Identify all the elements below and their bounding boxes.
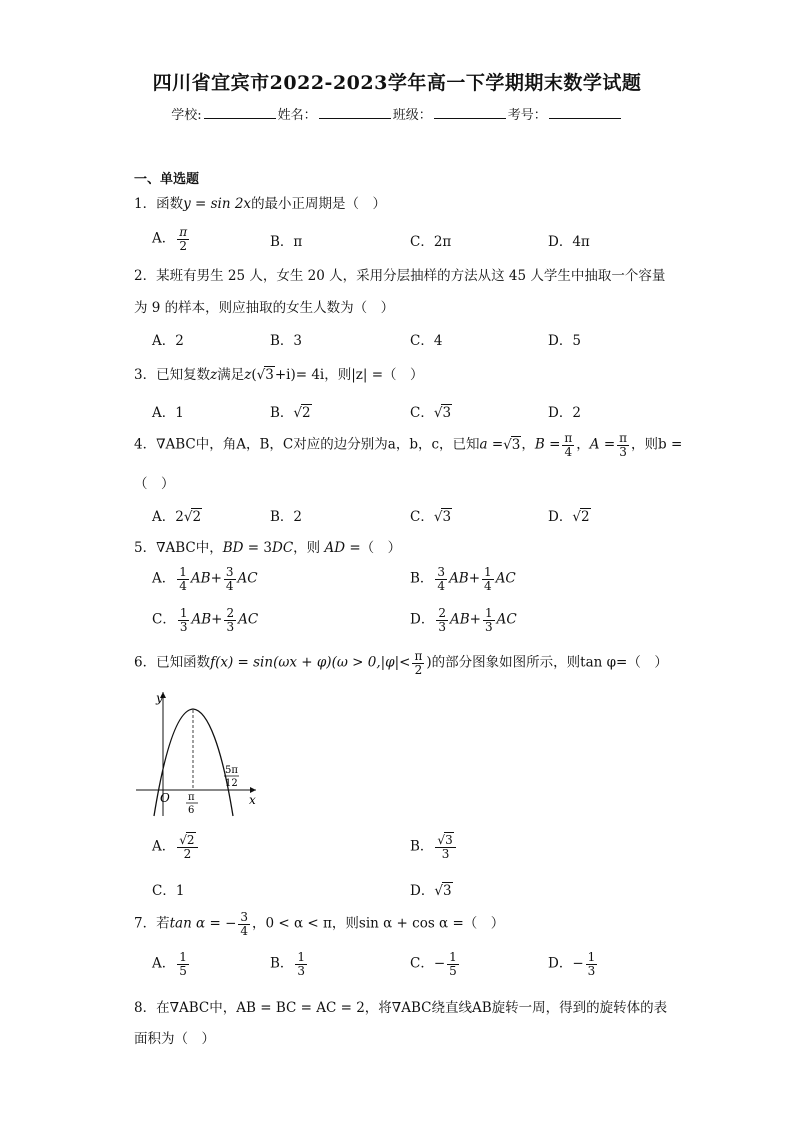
question-4-line2: （ ） <box>134 476 175 492</box>
question-4-line1: 4．∇ABC中，角A，B，C对应的边分别为a，b，c，已知a =√3，B = $\frac{\pi}{4}$ ，A = $\frac{\pi}{3}$ ，则b = <box>134 431 683 459</box>
svg-text:π: π <box>188 792 195 803</box>
q3-option-b: B．√2 <box>270 405 311 421</box>
q1-option-a: A． $\frac{\pi}{2}$ <box>152 225 188 253</box>
q6-option-b: B． $\frac{√3}{3}$ <box>410 834 458 860</box>
q3-option-d: D．2 <box>548 405 581 421</box>
q5-option-b: B． $\frac{3}{4}$ AB+ $\frac{1}{4}$ AC <box>410 565 516 593</box>
graph-origin: O <box>160 791 170 805</box>
q6-option-c: C．1 <box>152 883 185 899</box>
question-8-line1: 8．在∇ABC中，AB = BC = AC = 2，将∇ABC绕直线AB旋转一周，得到的旋转体的表 <box>134 1000 668 1016</box>
q4-option-d: D．√2 <box>548 509 590 525</box>
q4-option-b: B．2 <box>270 509 303 525</box>
svg-text:12: 12 <box>225 778 238 789</box>
q7-option-a: A． $\frac{1}{5}$ <box>152 950 187 978</box>
question-2-line1: 2．某班有男生 25 人，女生 20 人，采用分层抽样的方法从这 45 人学生中抽取一个容量 <box>134 268 666 284</box>
q6-graph <box>130 688 260 820</box>
q7-option-b: B． $\frac{1}{3}$ <box>270 950 306 978</box>
id-blank <box>549 108 621 119</box>
q5-option-a: A． $\frac{1}{4}$ AB+ $\frac{3}{4}$ AC <box>152 565 258 593</box>
question-7: 7．若tan α = − $\frac{3}{4}$ ，0 < α < π，则sin α + cos α =（ ） <box>134 910 505 938</box>
q2-option-b: B．3 <box>270 333 303 349</box>
q5-option-d: D． $\frac{2}{3}$ AB+ $\frac{1}{3}$ AC <box>410 606 517 634</box>
q7-option-c: C．− $\frac{1}{5}$ <box>410 950 457 978</box>
section-title: 一、单选题 <box>134 172 200 187</box>
question-3: 3．已知复数z满足z(√3+i)= 4i，则|z| =（ ） <box>134 367 424 383</box>
q2-option-c: C．4 <box>410 333 443 349</box>
q6-option-a: A． $\frac{√2}{2}$ <box>152 834 200 860</box>
graph-x-label: x <box>249 793 256 807</box>
q1-option-b: B．π <box>270 234 303 250</box>
class-label: 班级： <box>392 108 432 123</box>
svg-text:5π: 5π <box>225 765 238 776</box>
q6-option-d: D．√3 <box>410 883 452 899</box>
id-label: 考号： <box>507 108 547 123</box>
q2-option-d: D．5 <box>548 333 581 349</box>
q4-option-c: C．√3 <box>410 509 452 525</box>
q2-option-a: A．2 <box>152 333 184 349</box>
q1-option-c: C．2π <box>410 234 452 250</box>
question-2-line2: 为 9 的样本，则应抽取的女生人数为（ ） <box>134 300 395 316</box>
q3-option-a: A．1 <box>152 405 184 421</box>
q1-expr: y = sin 2x <box>183 196 252 212</box>
q5-option-c: C． $\frac{1}{3}$ AB+ $\frac{2}{3}$ AC <box>152 606 259 634</box>
name-label: 姓名： <box>277 108 317 123</box>
school-blank <box>204 108 276 119</box>
q7-option-d: D．− $\frac{1}{3}$ <box>548 950 596 978</box>
q3-option-c: C．√3 <box>410 405 452 421</box>
q4-option-a: A．2√2 <box>152 509 202 525</box>
q1-option-d: D．4π <box>548 234 590 250</box>
question-1: 1．函数y = sin 2x的最小正周期是（ ） <box>134 196 387 212</box>
question-5: 5．∇ABC中，BD = 3DC，则 AD =（ ） <box>134 540 402 556</box>
name-blank <box>319 108 391 119</box>
school-label: 学校: <box>171 108 202 123</box>
question-6: 6．已知函数f(x) = sin(ωx + φ)(ω > 0,|φ|< $\frac{\pi}{2}$ )的部分图象如图所示，则tan φ=（ ） <box>134 649 668 677</box>
svg-text:6: 6 <box>188 805 195 816</box>
class-blank <box>434 108 506 119</box>
graph-y-label: y <box>156 691 163 705</box>
question-8-line2: 面积为（ ） <box>134 1031 215 1047</box>
student-info-line <box>0 104 794 123</box>
page-title: 四川省宜宾市2022-2023学年高一下学期期末数学试题 <box>152 72 642 94</box>
